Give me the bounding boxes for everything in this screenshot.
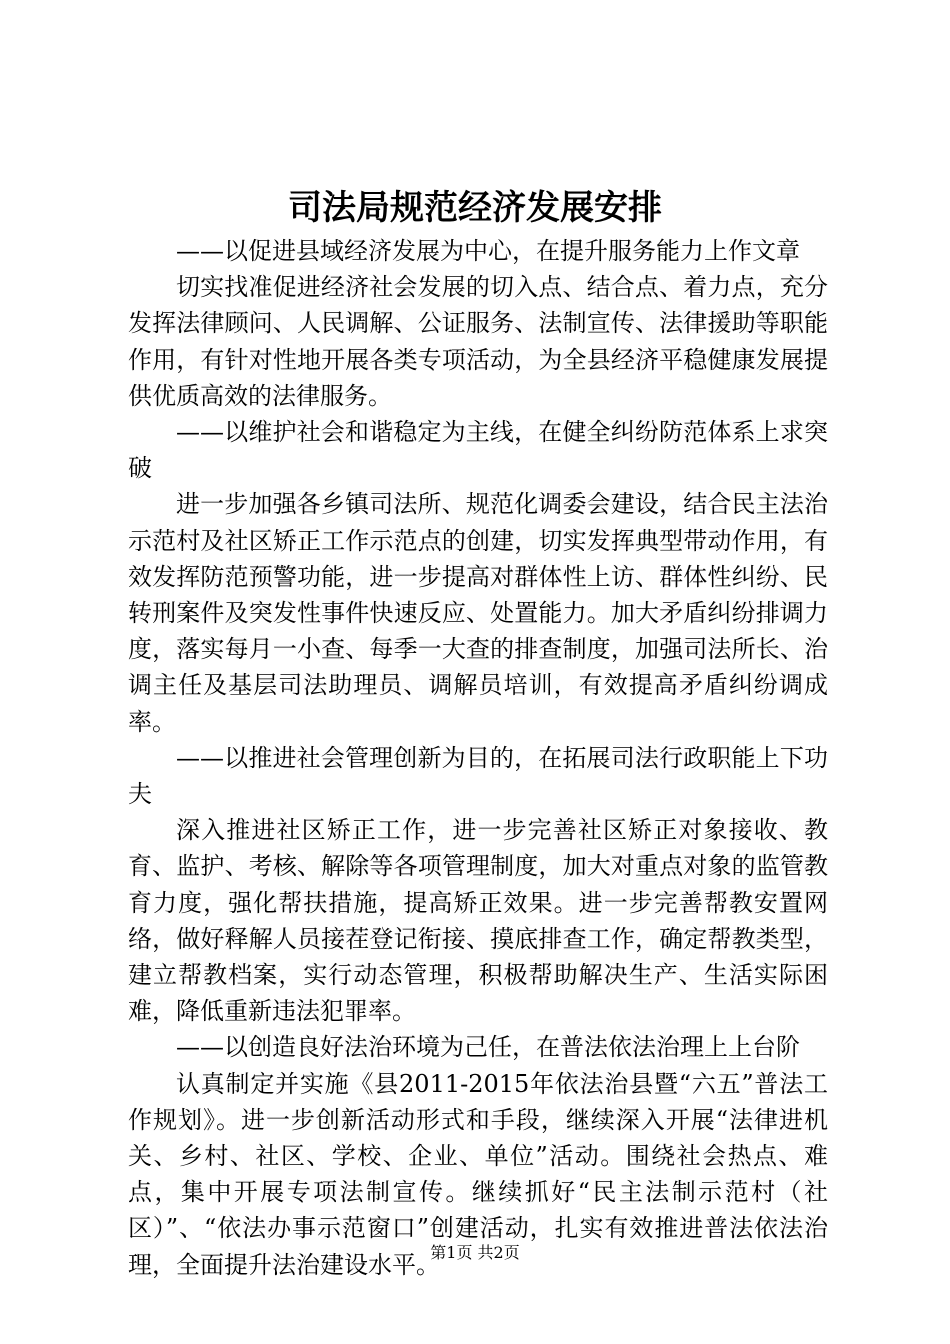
page-footer: 第1页 共2页	[430, 1243, 520, 1262]
section-heading-4: ——以创造良好法治环境为己任，在普法依法治理上上台阶	[176, 1033, 800, 1062]
section-heading-2: ——以维护社会和谐稳定为主线，在健全纠纷防范体系上求突破	[128, 418, 828, 483]
document-body	[128, 233, 828, 1283]
paragraph-4: 认真制定并实施《县2011-2015年依法治县暨“六五”普法工作规划》。进一步创新活动形式和手段，继续深入开展“法律进机关、乡村、社区、学校、企业、单位”活动。围绕社会热点、难点，集中开展专项法制宣传。继续抓好“民主法制示范村（社区）”、“依法办事示范窗口”创建活动，扎实有效推进普法依法治理，全面提升法治建设水平。	[128, 1069, 828, 1279]
paragraph-2: 进一步加强各乡镇司法所、规范化调委会建设，结合民主法治示范村及社区矫正工作示范点的创建，切实发挥典型带动作用，有效发挥防范预警功能，进一步提高对群体性上访、群体性纠纷、民转刑案件及突发性事件快速反应、处置能力。加大矛盾纠纷排调力度，落实每月一小查、每季一大查的排查制度，加强司法所长、治调主任及基层司法助理员、调解员培训，有效提高矛盾纠纷调成率。	[128, 490, 828, 736]
paragraph-1: 切实找准促进经济社会发展的切入点、结合点、着力点，充分发挥法律顾问、人民调解、公证服务、法制宣传、法律援助等职能作用，有针对性地开展各类专项活动，为全县经济平稳健康发展提供优质高效的法律服务。	[128, 273, 828, 410]
paragraph-3: 深入推进社区矫正工作，进一步完善社区矫正对象接收、教育、监护、考核、解除等各项管理制度，加大对重点对象的监管教育力度，强化帮扶措施，提高矫正效果。进一步完善帮教安置网络，做好释解人员接茬登记衔接、摸底排查工作，确定帮教类型，建立帮教档案，实行动态管理，积极帮助解决生产、生活实际困难，降低重新违法犯罪率。	[128, 816, 828, 1026]
section-heading-3: ——以推进社会管理创新为目的，在拓展司法行政职能上下功夫	[128, 743, 828, 809]
section-heading-1: ——以促进县域经济发展为中心，在提升服务能力上作文章	[176, 237, 800, 265]
document-title: 司法局规范经济发展安排	[288, 188, 662, 228]
